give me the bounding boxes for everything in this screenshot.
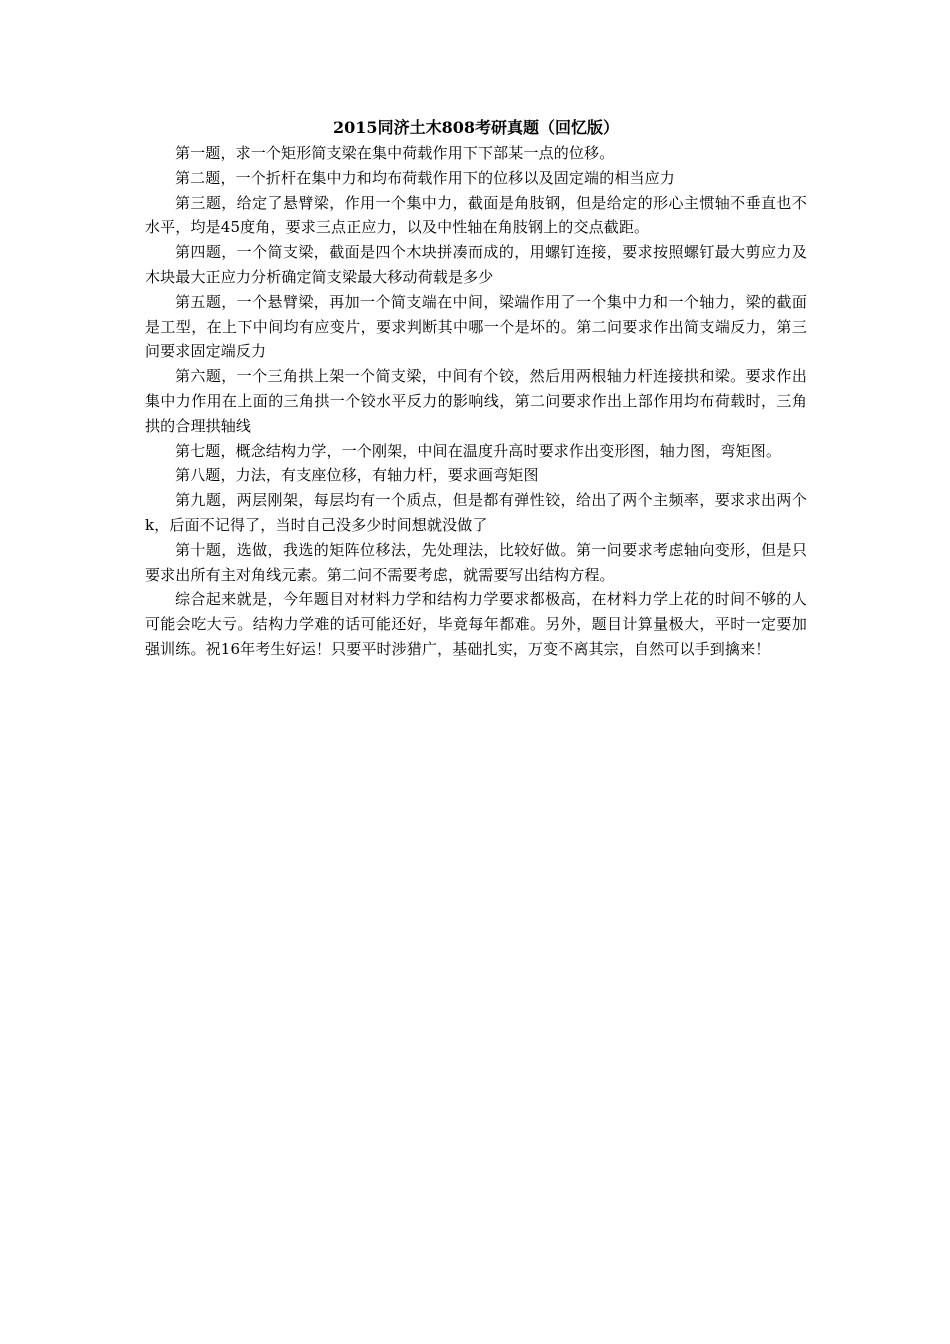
paragraph-summary: 综合起来就是，今年题目对材料力学和结构力学要求都极高，在材料力学上花的时间不够的人可能会吃大亏。结构力学难的话可能还好，毕竟每年都难。另外，题目计算量极大，平时一定要加强训练。祝16年考生好运！只要平时涉猎广，基础扎实，万变不离其宗，自然可以手到擒来！ bbox=[145, 590, 807, 658]
paragraph-question-7: 第七题，概念结构力学，一个刚架，中间在温度升高时要求作出变形图，轴力图，弯矩图。 bbox=[175, 441, 782, 460]
paragraph-question-5: 第五题，一个悬臂梁，再加一个简支端在中间，梁端作用了一个集中力和一个轴力，梁的截面是工型，在上下中间均有应变片，要求判断其中哪一个是坏的。第二问要求作出简支端反力，第三问要求固定端反力 bbox=[145, 292, 807, 361]
document-body bbox=[145, 115, 807, 662]
paragraph-question-3: 第三题，给定了悬臂梁，作用一个集中力，截面是角肢钢，但是给定的形心主惯轴不垂直也不水平，均是45度角，要求三点正应力，以及中性轴在角肢钢上的交点截距。 bbox=[145, 193, 807, 237]
paragraph-question-4: 第四题，一个简支梁，截面是四个木块拼凑而成的，用螺钉连接，要求按照螺钉最大剪应力及木块最大正应力分析确定简支梁最大移动荷载是多少 bbox=[145, 243, 807, 286]
document-title: 2015同济土木808考研真题（回忆版） bbox=[333, 118, 619, 137]
paragraph-question-9: 第九题，两层刚架，每层均有一个质点，但是都有弹性铰，给出了两个主频率，要求求出两个k，后面不记得了，当时自己没多少时间想就没做了 bbox=[145, 491, 807, 534]
paragraph-question-2: 第二题，一个折杆在集中力和均布荷载作用下的位移以及固定端的相当应力 bbox=[175, 168, 675, 187]
paragraph-question-6: 第六题，一个三角拱上架一个简支梁，中间有个铰，然后用两根轴力杆连接拱和梁。要求作出集中力作用在上面的三角拱一个铰水平反力的影响线，第二问要求作出上部作用均布荷载时，三角拱的合理拱轴线 bbox=[145, 367, 807, 435]
paragraph-question-10: 第十题，选做，我选的矩阵位移法，先处理法，比较好做。第一问要求考虑轴向变形，但是只要求出所有主对角线元素。第二问不需要考虑，就需要写出结构方程。 bbox=[145, 540, 807, 584]
paragraph-question-8: 第八题，力法，有支座位移，有轴力杆，要求画弯矩图 bbox=[175, 466, 539, 485]
paragraph-question-1: 第一题，求一个矩形简支梁在集中荷载作用下下部某一点的位移。 bbox=[175, 144, 615, 162]
